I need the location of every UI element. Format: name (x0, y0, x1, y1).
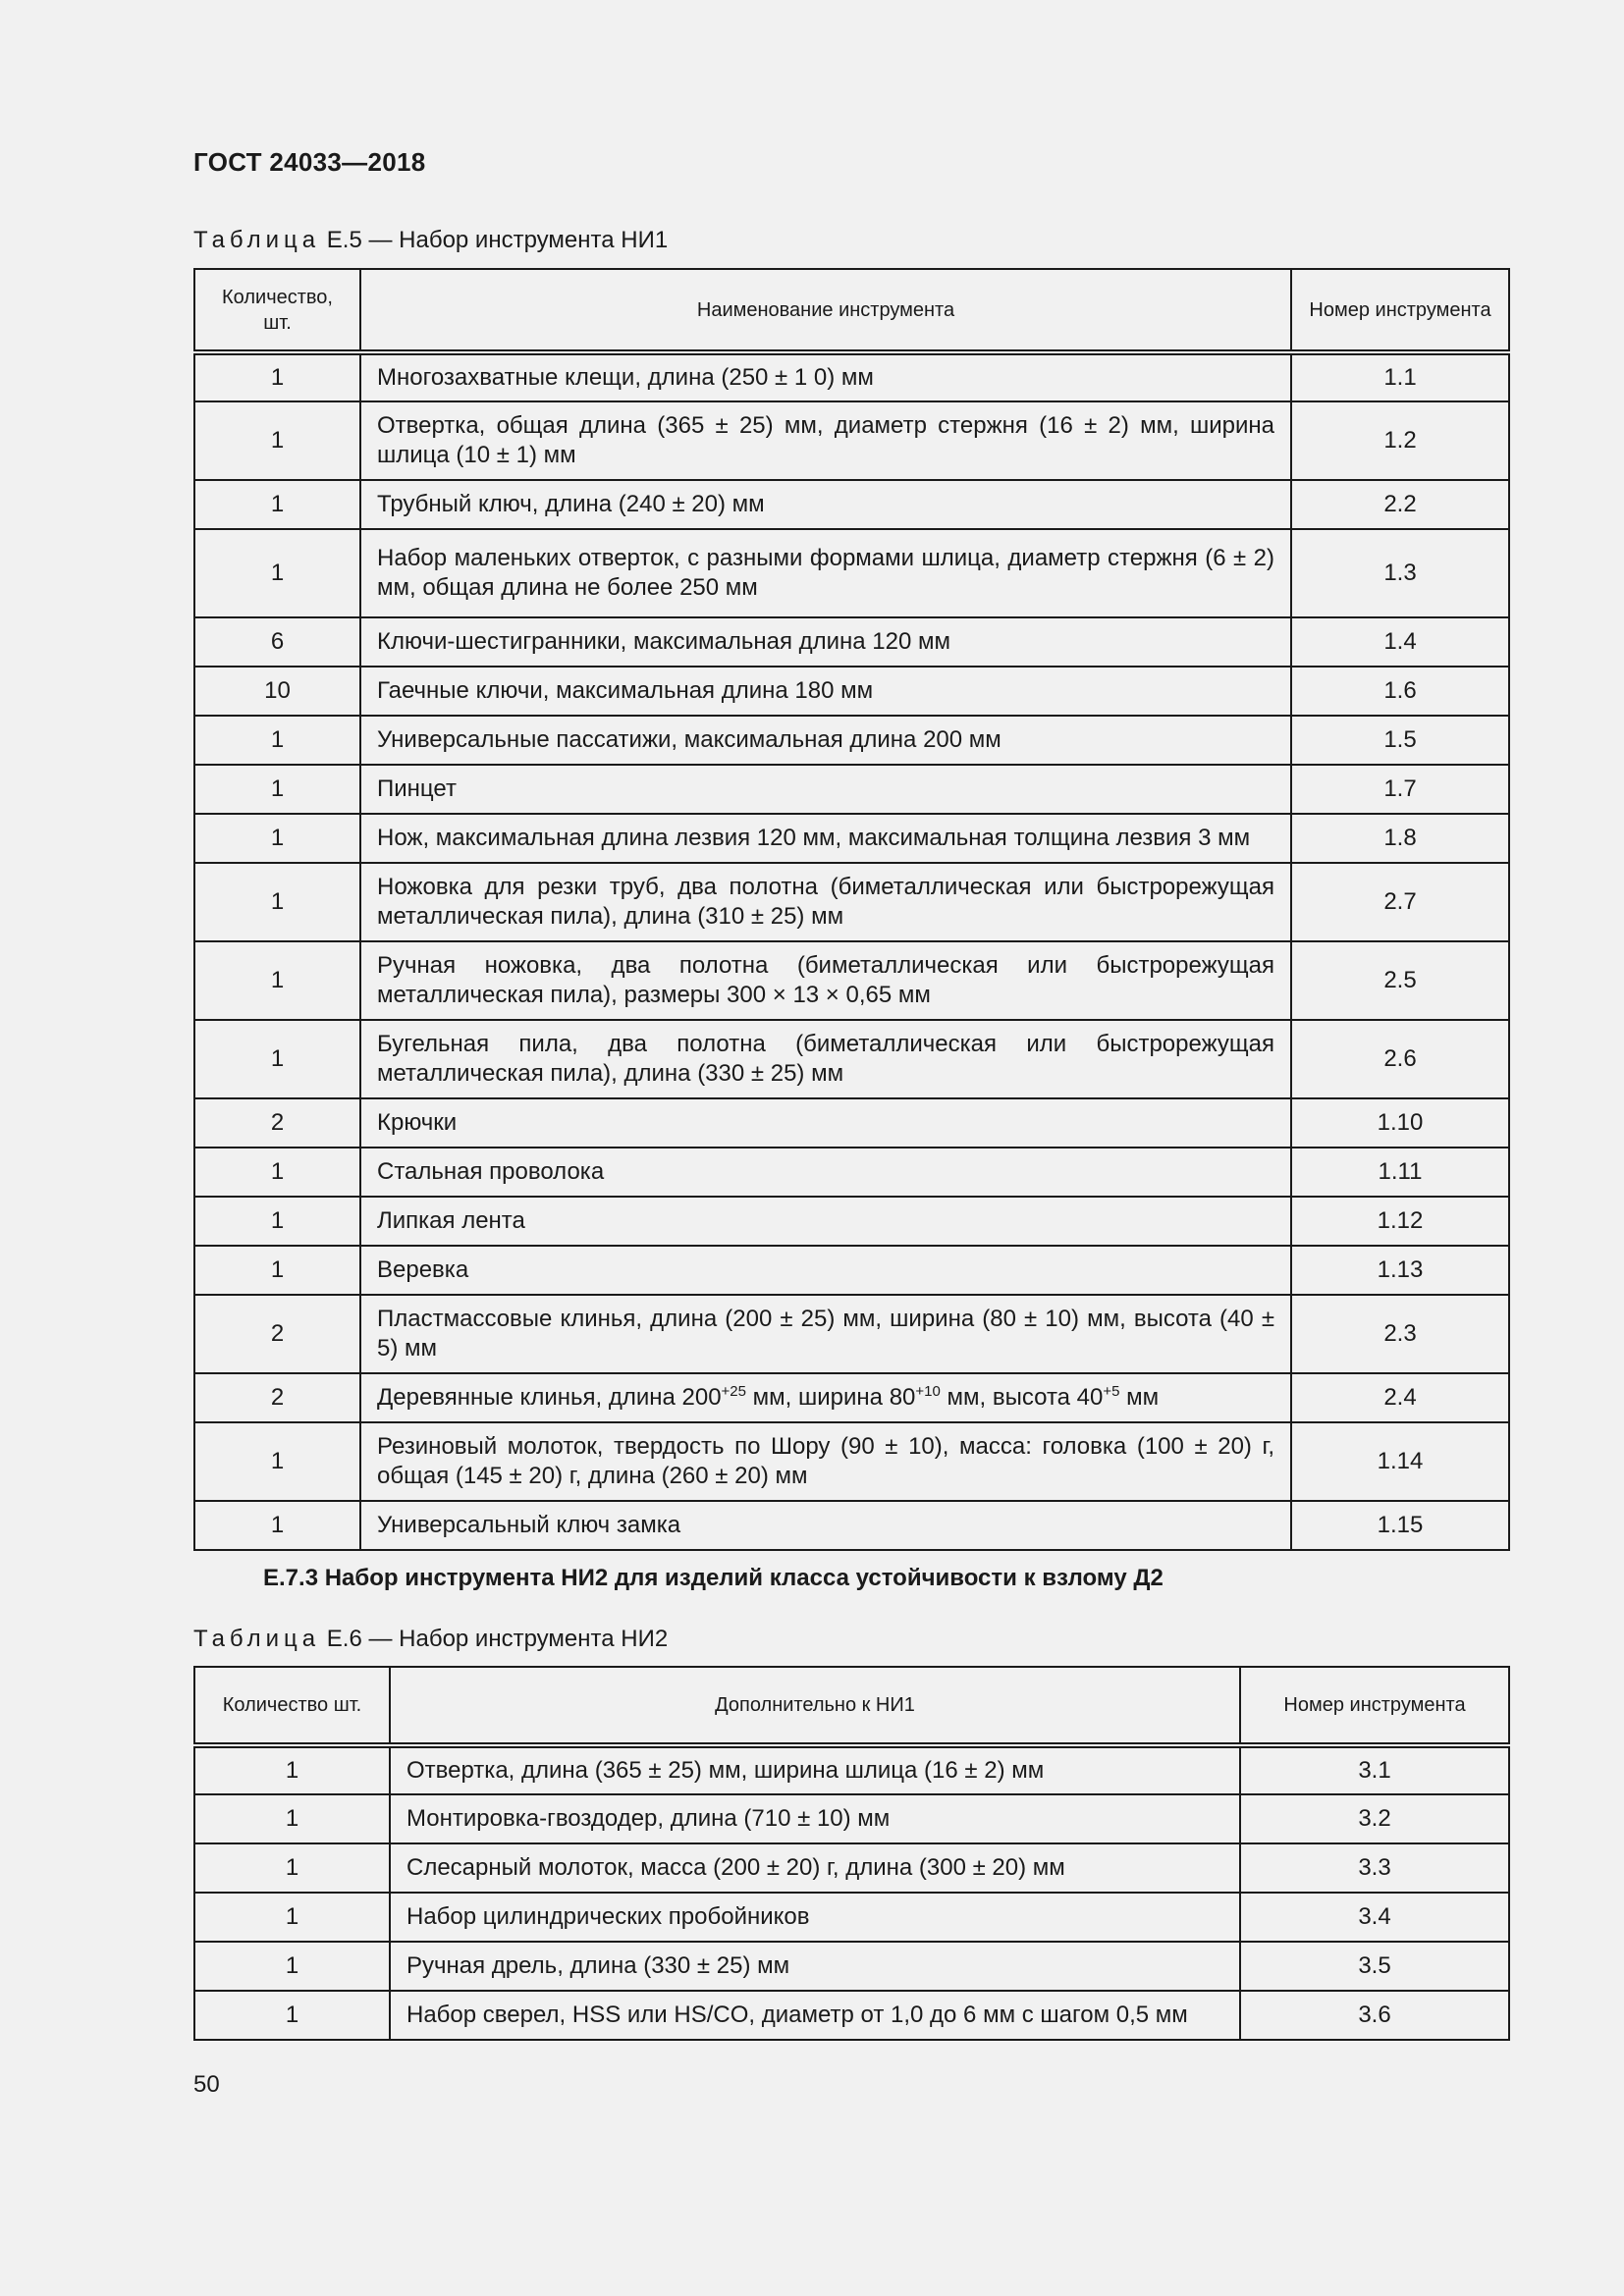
tool-name-cell: Отвертка, общая длина (365 ± 25) мм, диаметр стержня (16 ± 2) мм, ширина шлица (10 ± 1) мм (360, 401, 1291, 480)
table-row (194, 401, 1509, 480)
quantity-cell: 1 (194, 1148, 360, 1197)
tool-number-cell: 1.7 (1291, 765, 1509, 814)
tool-number-cell: 1.10 (1291, 1098, 1509, 1148)
tool-name-cell: Крючки (360, 1098, 1291, 1148)
table-row (194, 1246, 1509, 1295)
tool-name-cell: Многозахватные клещи, длина (250 ± 1 0) мм (360, 352, 1291, 401)
tool-number-cell: 1.1 (1291, 352, 1509, 401)
table-row (194, 1373, 1509, 1422)
table-row (194, 1020, 1509, 1098)
table-5-caption-title: Е.5 — Набор инструмента НИ1 (326, 227, 669, 253)
tool-name-cell: Ключи-шестигранники, максимальная длина 120 мм (360, 617, 1291, 667)
text-part: мм, ширина 80 (746, 1384, 916, 1411)
column-header-quantity: Количество шт. (194, 1667, 390, 1745)
tool-name-cell: Ножовка для резки труб, два полотна (биметаллическая или быстрорежущая металлическая пила), длина (310 ± 25) мм (360, 863, 1291, 941)
quantity-cell: 10 (194, 667, 360, 716)
tool-name-cell: Веревка (360, 1246, 1291, 1295)
column-header-tool-name: Наименование инструмента (360, 269, 1291, 352)
table-row (194, 1942, 1509, 1991)
quantity-cell: 1 (194, 814, 360, 863)
quantity-cell: 1 (194, 863, 360, 941)
tool-name-cell: Бугельная пила, два полотна (биметаллическая или быстрорежущая металлическая пила), длина (330 ± 25) мм (360, 1020, 1291, 1098)
tool-number-cell: 1.2 (1291, 401, 1509, 480)
tolerance-superscript: +10 (915, 1383, 941, 1400)
table-5-caption (193, 227, 668, 254)
quantity-cell: 1 (194, 352, 360, 401)
table-row (194, 863, 1509, 941)
tolerance-superscript: +25 (721, 1383, 746, 1400)
table-row (194, 1501, 1509, 1550)
tool-number-cell: 1.14 (1291, 1422, 1509, 1501)
quantity-cell: 1 (194, 480, 360, 529)
table-row (194, 667, 1509, 716)
table-row (194, 352, 1509, 401)
tool-name-cell: Гаечные ключи, максимальная длина 180 мм (360, 667, 1291, 716)
table-row (194, 1745, 1509, 1794)
tool-number-cell: 1.5 (1291, 716, 1509, 765)
text-part: Деревянные клинья, длина 200 (377, 1384, 722, 1411)
quantity-cell: 1 (194, 1197, 360, 1246)
tool-name-cell: Универсальный ключ замка (360, 1501, 1291, 1550)
tool-number-cell: 1.8 (1291, 814, 1509, 863)
table-row (194, 941, 1509, 1020)
tool-name-cell: Пинцет (360, 765, 1291, 814)
tool-name-cell: Слесарный молоток, масса (200 ± 20) г, длина (300 ± 20) мм (390, 1843, 1240, 1893)
tool-number-cell: 3.6 (1240, 1991, 1509, 2040)
quantity-cell: 2 (194, 1098, 360, 1148)
quantity-cell: 1 (194, 1422, 360, 1501)
quantity-cell: 1 (194, 1745, 390, 1794)
column-header-tool-number: Номер инструмента (1291, 269, 1509, 352)
table-row (194, 1098, 1509, 1148)
tool-number-cell: 3.1 (1240, 1745, 1509, 1794)
tool-number-cell: 2.3 (1291, 1295, 1509, 1373)
column-header-tool-number: Номер инструмента (1240, 1667, 1509, 1745)
column-header-additional-tools: Дополнительно к НИ1 (390, 1667, 1240, 1745)
quantity-cell: 1 (194, 1246, 360, 1295)
tool-name-cell (360, 1373, 1291, 1422)
quantity-cell: 1 (194, 1942, 390, 1991)
column-header-quantity: Количество, шт. (194, 269, 360, 352)
tool-number-cell: 3.5 (1240, 1942, 1509, 1991)
tool-number-cell: 3.3 (1240, 1843, 1509, 1893)
table-6-header-row (194, 1667, 1509, 1745)
text-part: мм, высота 40 (940, 1384, 1104, 1411)
quantity-cell: 1 (194, 1794, 390, 1843)
table-5-header-row (194, 269, 1509, 352)
tolerance-superscript: +5 (1103, 1383, 1120, 1400)
table-row (194, 1197, 1509, 1246)
table-row (194, 1893, 1509, 1942)
table-row (194, 814, 1509, 863)
quantity-cell: 1 (194, 1893, 390, 1942)
tool-number-cell: 1.3 (1291, 529, 1509, 617)
table-row (194, 1794, 1509, 1843)
tool-name-cell: Ручная дрель, длина (330 ± 25) мм (390, 1942, 1240, 1991)
tool-number-cell: 2.7 (1291, 863, 1509, 941)
table-row (194, 1991, 1509, 2040)
page-number: 50 (193, 2071, 220, 2098)
table-6 (193, 1666, 1510, 2041)
table-row (194, 1148, 1509, 1197)
tool-number-cell: 1.11 (1291, 1148, 1509, 1197)
tool-name-cell: Ручная ножовка, два полотна (биметаллическая или быстрорежущая металлическая пила), размеры 300 × 13 × 0,65 мм (360, 941, 1291, 1020)
quantity-cell: 1 (194, 1020, 360, 1098)
quantity-cell: 1 (194, 716, 360, 765)
table-row (194, 765, 1509, 814)
table-row (194, 1843, 1509, 1893)
tool-number-cell: 3.4 (1240, 1893, 1509, 1942)
text-part: мм (1119, 1384, 1160, 1411)
section-heading: Е.7.3 Набор инструмента НИ2 для изделий класса устойчивости к взлому Д2 (263, 1565, 1164, 1591)
table-6-caption-word: Таблица (193, 1626, 321, 1652)
tool-number-cell: 1.15 (1291, 1501, 1509, 1550)
quantity-cell: 1 (194, 941, 360, 1020)
table-5-caption-word: Таблица (193, 227, 321, 253)
tool-name-cell: Отвертка, длина (365 ± 25) мм, ширина шлица (16 ± 2) мм (390, 1745, 1240, 1794)
tool-name-cell: Липкая лента (360, 1197, 1291, 1246)
quantity-cell: 2 (194, 1373, 360, 1422)
tool-number-cell: 3.2 (1240, 1794, 1509, 1843)
tool-number-cell: 2.4 (1291, 1373, 1509, 1422)
tool-name-cell: Набор сверел, HSS или HS/CO, диаметр от 1,0 до 6 мм с шагом 0,5 мм (390, 1991, 1240, 2040)
table-6-caption-title: Е.6 — Набор инструмента НИ2 (326, 1626, 669, 1652)
table-row (194, 617, 1509, 667)
tool-name-cell: Набор цилиндрических пробойников (390, 1893, 1240, 1942)
tool-number-cell: 2.5 (1291, 941, 1509, 1020)
tool-name-cell: Пластмассовые клинья, длина (200 ± 25) мм, ширина (80 ± 10) мм, высота (40 ± 5) мм (360, 1295, 1291, 1373)
tool-number-cell: 1.6 (1291, 667, 1509, 716)
table-row (194, 1295, 1509, 1373)
quantity-cell: 1 (194, 765, 360, 814)
tool-name-cell: Универсальные пассатижи, максимальная длина 200 мм (360, 716, 1291, 765)
tool-name-cell: Нож, максимальная длина лезвия 120 мм, максимальная толщина лезвия 3 мм (360, 814, 1291, 863)
tool-name-cell: Монтировка-гвоздодер, длина (710 ± 10) мм (390, 1794, 1240, 1843)
quantity-cell: 1 (194, 529, 360, 617)
table-6-caption (193, 1626, 668, 1653)
tool-name-cell: Трубный ключ, длина (240 ± 20) мм (360, 480, 1291, 529)
quantity-cell: 1 (194, 1843, 390, 1893)
table-row (194, 716, 1509, 765)
quantity-cell: 1 (194, 401, 360, 480)
quantity-cell: 1 (194, 1501, 360, 1550)
tool-number-cell: 1.4 (1291, 617, 1509, 667)
table-row (194, 1422, 1509, 1501)
tool-number-cell: 2.2 (1291, 480, 1509, 529)
quantity-cell: 1 (194, 1991, 390, 2040)
document-code: ГОСТ 24033—2018 (193, 147, 426, 177)
quantity-cell: 2 (194, 1295, 360, 1373)
tool-number-cell: 1.12 (1291, 1197, 1509, 1246)
tool-number-cell: 1.13 (1291, 1246, 1509, 1295)
table-row (194, 480, 1509, 529)
table-5 (193, 268, 1510, 1551)
quantity-cell: 6 (194, 617, 360, 667)
table-row (194, 529, 1509, 617)
tool-number-cell: 2.6 (1291, 1020, 1509, 1098)
tool-name-cell: Резиновый молоток, твердость по Шору (90 ± 10), масса: головка (100 ± 20) г, общая (145 ± 20) г, длина (260 ± 20) мм (360, 1422, 1291, 1501)
tool-name-cell: Набор маленьких отверток, с разными формами шлица, диаметр стержня (6 ± 2) мм, общая длина не более 250 мм (360, 529, 1291, 617)
tool-name-cell: Стальная проволока (360, 1148, 1291, 1197)
